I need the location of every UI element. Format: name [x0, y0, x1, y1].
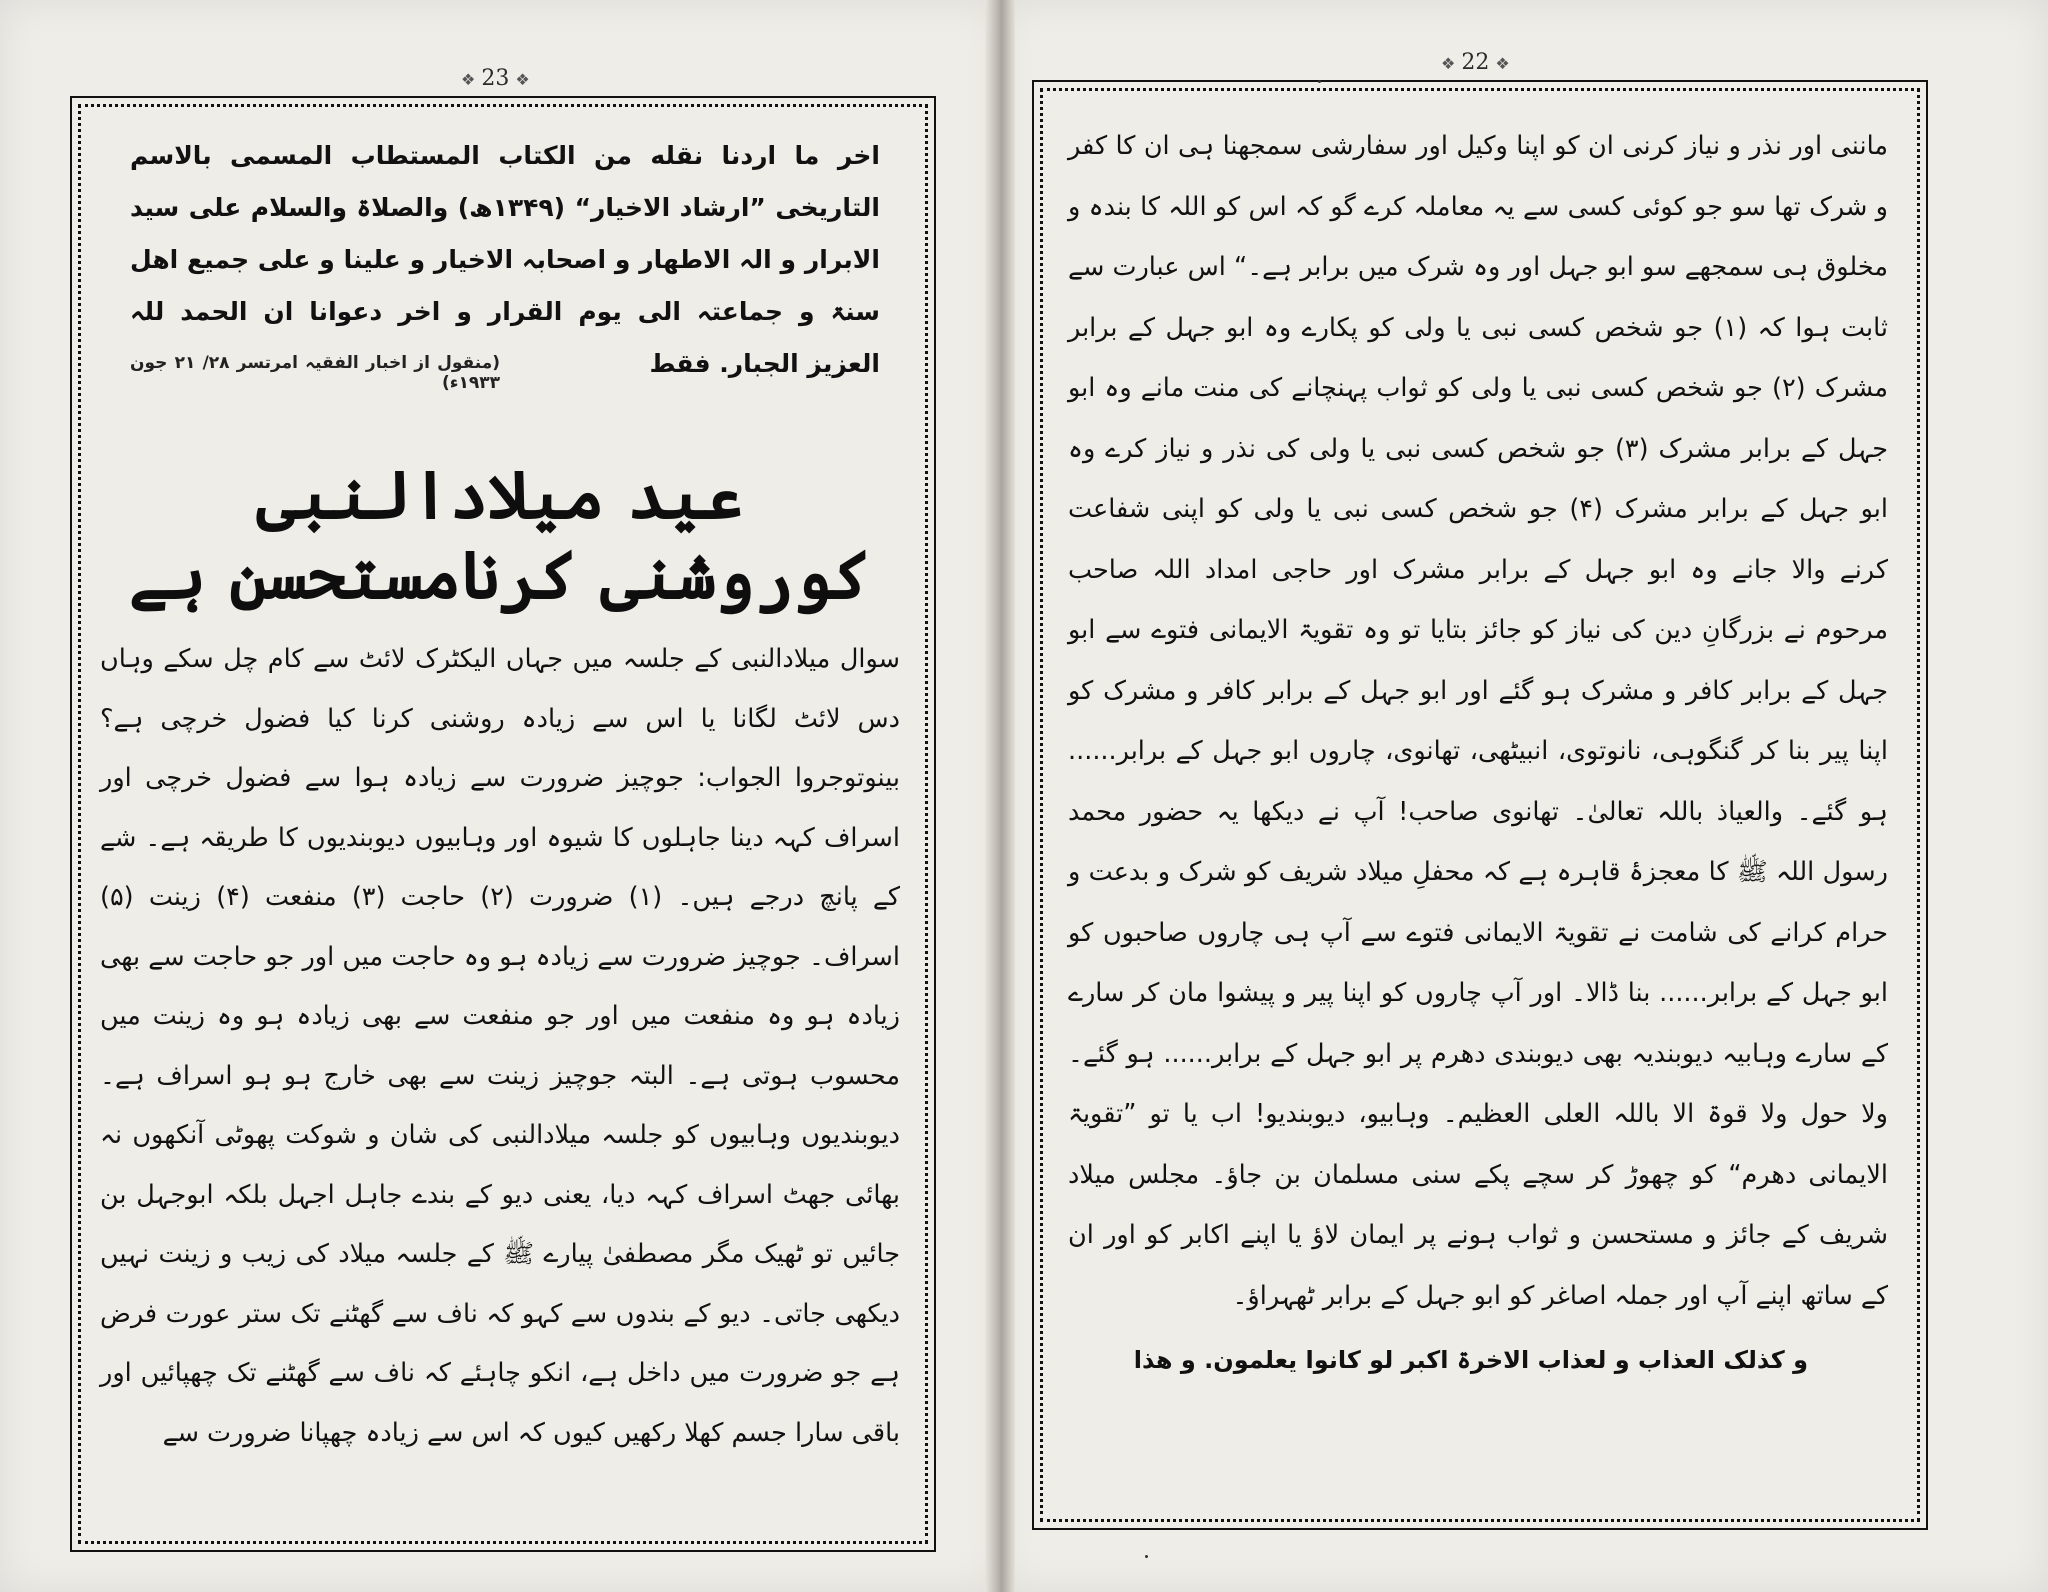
closing-verse: و کذلک العذاب و لعذاب الاخرۃ اکبر لو کانوا یعلمون. و ھذا	[1133, 1346, 1808, 1374]
ornament-icon: ❖	[1441, 54, 1456, 73]
book-gutter	[985, 0, 1015, 1592]
left-page-body: سوال میلادالنبی کے جلسہ میں جہاں الیکٹرک لائٹ سے کام چل سکے وہاں دس لائٹ لگانا یا اس سے زیادہ روشنی کرنا کیا فضول خرچی ہے؟ بینوتوجروا الجواب: جوچیز ضرورت سے زیادہ ہوا سے فضول خرچی اور اسراف کہہ دینا جاہلوں کا شیوہ اور وہابیوں دیوبندیوں کا طریقہ ہے۔ شے کے پانچ درجے ہیں۔ (۱) ضرورت (۲) حاجت (۳) منفعت (۴) زینت (۵) اسراف۔ جوچیز ضرورت سے زیادہ ہو وہ حاجت میں اور جو حاجت سے بھی زیادہ ہو وہ منفعت میں اور جو منفعت سے بھی زیادہ ہو وہ زینت میں محسوب ہوتی ہے۔ البتہ جوچیز زینت سے بھی خارج ہو ہو اسراف ہے۔ دیوبندیوں وہابیوں کو جلسہ میلادالنبی کی شان و شوکت پھوٹی آنکھوں نہ بھائی جھٹ اسراف کہہ دیا، یعنی دیو کے بندے جاہل اجہل بلکہ ابوجہل بن جائیں تو ٹھیک مگر مصطفیٰ پیارے ﷺ کے جلسہ میلاد کی زیب و زینت نہیں دیکھی جاتی۔ دیو کے بندوں سے کہو کہ ناف سے گھٹنے تک ستر عورت فرض ہے جو ضرورت میں داخل ہے، انکو چاہئے کہ ناف سے گھٹنے تک چھپائیں اور باقی سارا جسم کھلا رکھیں کیوں کہ اس سے زیادہ چھپانا ضرورت سے	[100, 644, 901, 1448]
ornament-icon: ❖	[461, 70, 476, 89]
scan-speck	[1318, 80, 1321, 83]
arabic-closing-block: اخر ما اردنا نقله من الکتاب المستطاب المسمی بالاسم التاریخی ”ارشاد الاخیار“ (۱۳۴۹ھ) والصلاۃ والسلام علی سید الابرار و الہ الاطھار و اصحابہ الاخیار و علینا و علی جمیع اھل سنۃ و جماعتہ الی یوم القرار و اخر دعوانا ان الحمد للہ العزیز الجبار. فقط	[130, 141, 880, 378]
scan-speck	[1145, 1555, 1148, 1558]
ornament-icon: ❖	[1495, 54, 1510, 73]
page-number-left: ❖ 23 ❖	[461, 66, 530, 91]
section-heading: عید میلادالنبی کوروشنی کرنامستحسن ہے	[128, 456, 872, 614]
right-page-body: ماننی اور نذر و نیاز کرنی ان کو اپنا وکیل اور سفارشی سمجھنا ہی ان کا کفر و شرک تھا سو جو کوئی کسی سے یہ معاملہ کرے گو کہ اس کو اللہ کا بندہ و مخلوق ہی سمجھے سو ابو جہل اور وہ شرک میں برابر ہے۔“ اس عبارت سے ثابت ہوا کہ (۱) جو شخص کسی نبی یا ولی کو پکارے وہ ابو جہل کے برابر مشرک (۲) جو شخص کسی نبی یا ولی کو ثواب پہنچانے کی منت مانے وہ ابو جہل کے برابر مشرک (۳) جو شخص کسی نبی یا ولی کی نذر و نیاز کرے وہ ابو جہل کے برابر مشرک (۴) جو شخص کسی نبی یا ولی کو اپنی شفاعت کرنے والا جانے وہ ابو جہل کے برابر مشرک اور حاجی امداد اللہ صاحب مرحوم نے بزرگانِ دین کی نیاز کو جائز بتایا تو وہ تقویۃ الایمانی فتوے سے ابو جہل کے برابر کافر و مشرک ہو گئے اور ابو جہل کے برابر کافر و مشرک کو اپنا پیر بنا کر گنگوہی، نانوتوی، انبیٹھی، تھانوی، چاروں ابو جہل کے برابر...... ہو گئے۔ والعیاذ باللہ تعالیٰ۔ تھانوی صاحب! آپ نے دیکھا یہ حضور محمد رسول اللہ ﷺ کا معجزۂ قاہرہ ہے کہ محفلِ میلاد شریف کو شرک و بدعت و حرام کرانے کی شامت نے تقویۃ الایمانی فتوے سے آپ ہی چاروں صاحبوں کو ابو جہل کے برابر...... بنا ڈالا۔ اور آپ چاروں کو اپنا پیر و پیشوا مان کر سارے کے سارے وہابیہ دیوبندیہ بھی دیوبندی دھرم پر ابو جہل کے برابر...... ہو گئے۔ ولا حول ولا قوۃ الا باللہ العلی العظیم۔ وہابیو، دیوبندیو! اب یا تو ”تقویۃ الایمانی دھرم“ کو چھوڑ کر سچے پکے سنی مسلمان بن جاؤ۔ مجلس میلاد شریف کے جائز و مستحسن و ثواب ہونے پر ایمان لاؤ یا اپنے اکابر کو اور ان کے ساتھ اپنے آپ اور جملہ اصاغر کو ابو جہل کے برابر ٹھہراؤ۔ و کذلک العذاب و لعذاب الاخرۃ اکبر لو کانوا یعلمون. و ھذا	[1068, 116, 1888, 1391]
source-citation: (منقول از اخبار الفقیہ امرتسر ۲۸/ ۲۱ جون ۱۹۳۳ء)	[130, 353, 500, 393]
ornament-icon: ❖	[515, 70, 530, 89]
page-number-right: ❖ 22 ❖	[1441, 50, 1510, 75]
